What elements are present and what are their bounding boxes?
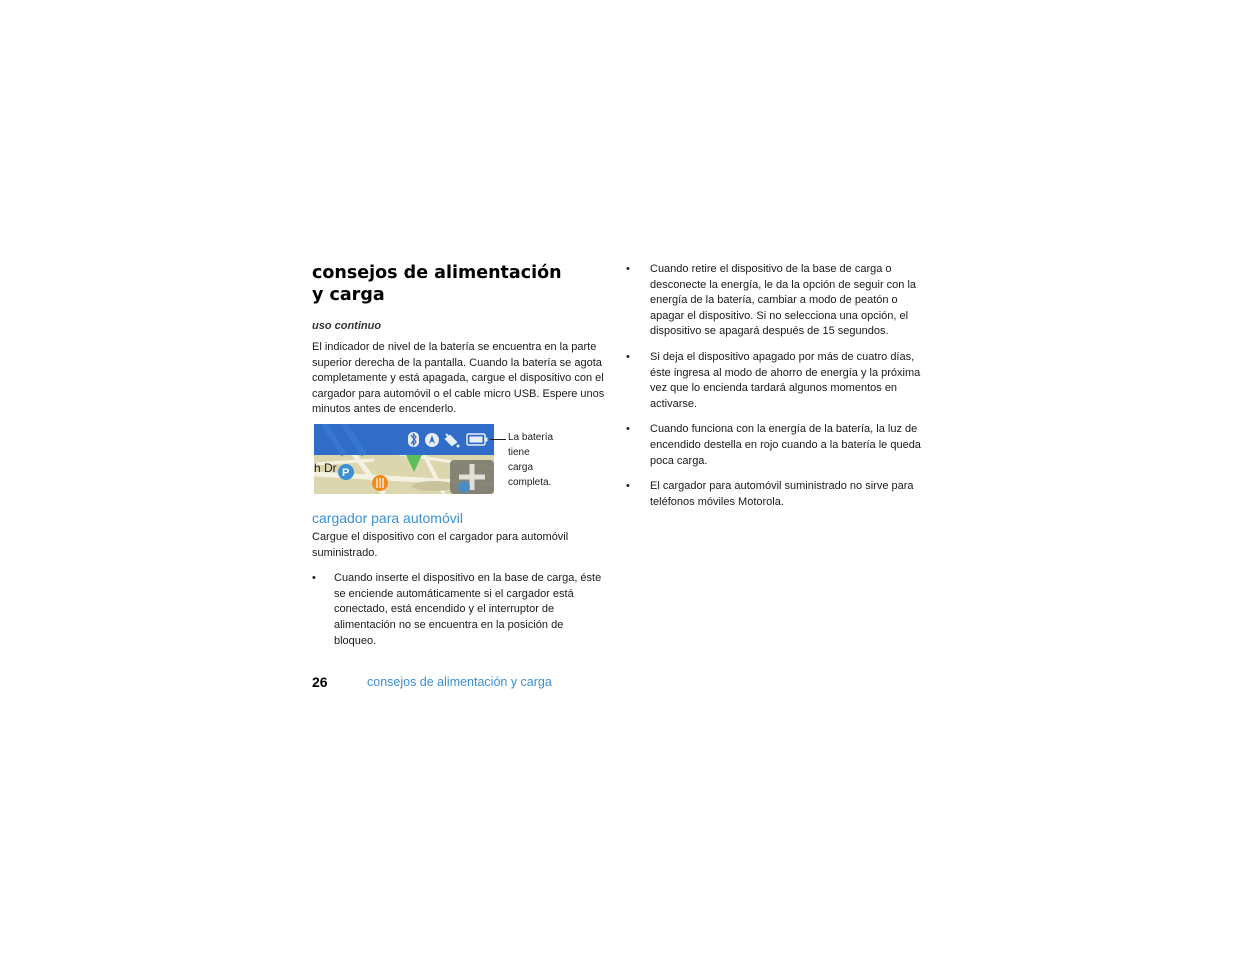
section-paragraph: Cargue el dispositivo con el cargador para automóvil suministrado. [312, 530, 569, 559]
list-item [626, 422, 926, 469]
subhead: uso continuo [312, 320, 382, 332]
map-illustration [314, 424, 494, 494]
map-street-label: h Dr [314, 460, 337, 475]
caption-line: tiene [508, 446, 530, 458]
bullet-list [626, 262, 926, 510]
bullet-icon: • [626, 480, 630, 493]
right-column [626, 262, 926, 520]
title-line-2: y carga [312, 285, 385, 305]
caption-line: La batería [508, 431, 554, 443]
list-item-text: Cuando inserte el dispositivo en la base de carga, éste se enciende automáticamente si el cargador está conectado, está encendido y el interruptor de alimentación no se encuentra en la posición de bloqueo. [334, 572, 602, 647]
callout-line [490, 439, 506, 440]
restaurant-icon [372, 475, 388, 491]
list-item [312, 571, 607, 649]
svg-text:P: P [342, 466, 350, 479]
zoom-in-icon [450, 460, 494, 494]
list-item-text: Si deja el dispositivo apagado por más de cuatro días, éste ingresa al modo de ahorro de energía y la próxima vez que lo encienda tardará algunos momentos en activarse. [650, 350, 921, 410]
list-item [626, 350, 926, 412]
navigation-icon [425, 433, 439, 447]
left-column [312, 262, 607, 649]
page-title [312, 262, 607, 306]
map-screenshot [314, 424, 494, 494]
caption-line: carga [508, 461, 534, 473]
bullet-icon: • [626, 423, 630, 436]
section-heading: cargador para automóvil [312, 509, 463, 526]
list-item [626, 262, 926, 340]
bullet-list [312, 571, 607, 649]
running-title: consejos de alimentación y carga [367, 675, 552, 689]
bluetooth-icon [408, 432, 419, 447]
list-item [626, 479, 926, 510]
parking-icon [338, 464, 354, 480]
list-item-text: Cuando funciona con la energía de la batería, la luz de encendido destella en rojo cuando a la batería le queda poca carga. [650, 423, 921, 467]
bullet-icon: • [626, 350, 630, 363]
page-number: 26 [312, 674, 328, 690]
bullet-icon: • [626, 263, 630, 275]
list-item-text: El cargador para automóvil suministrado no sirve para teléfonos móviles Motorola. [650, 480, 914, 508]
intro-paragraph: El indicador de nivel de la batería se encuentra en la parte superior derecha de la pantalla. Cuando la batería se agota completamente y está apagada, cargue el dispositivo con el cargador para automóvil o el cable micro USB. Espere unos minutos antes de encenderlo. [312, 341, 605, 416]
bullet-icon: • [312, 572, 316, 585]
title-line-1: consejos de alimentación [312, 263, 562, 283]
caption-line: completa. [508, 476, 552, 488]
figure-caption [508, 430, 568, 490]
list-item-text: Cuando retire el dispositivo de la base de carga o desconecte la energía, le da la opción de seguir con la energía de la batería, cambiar a modo de peatón o apagar el dispositivo. Si no selecciona una opción, el dispositivo se apagará después de 15 segundos. [650, 263, 917, 338]
battery-figure [312, 424, 607, 494]
